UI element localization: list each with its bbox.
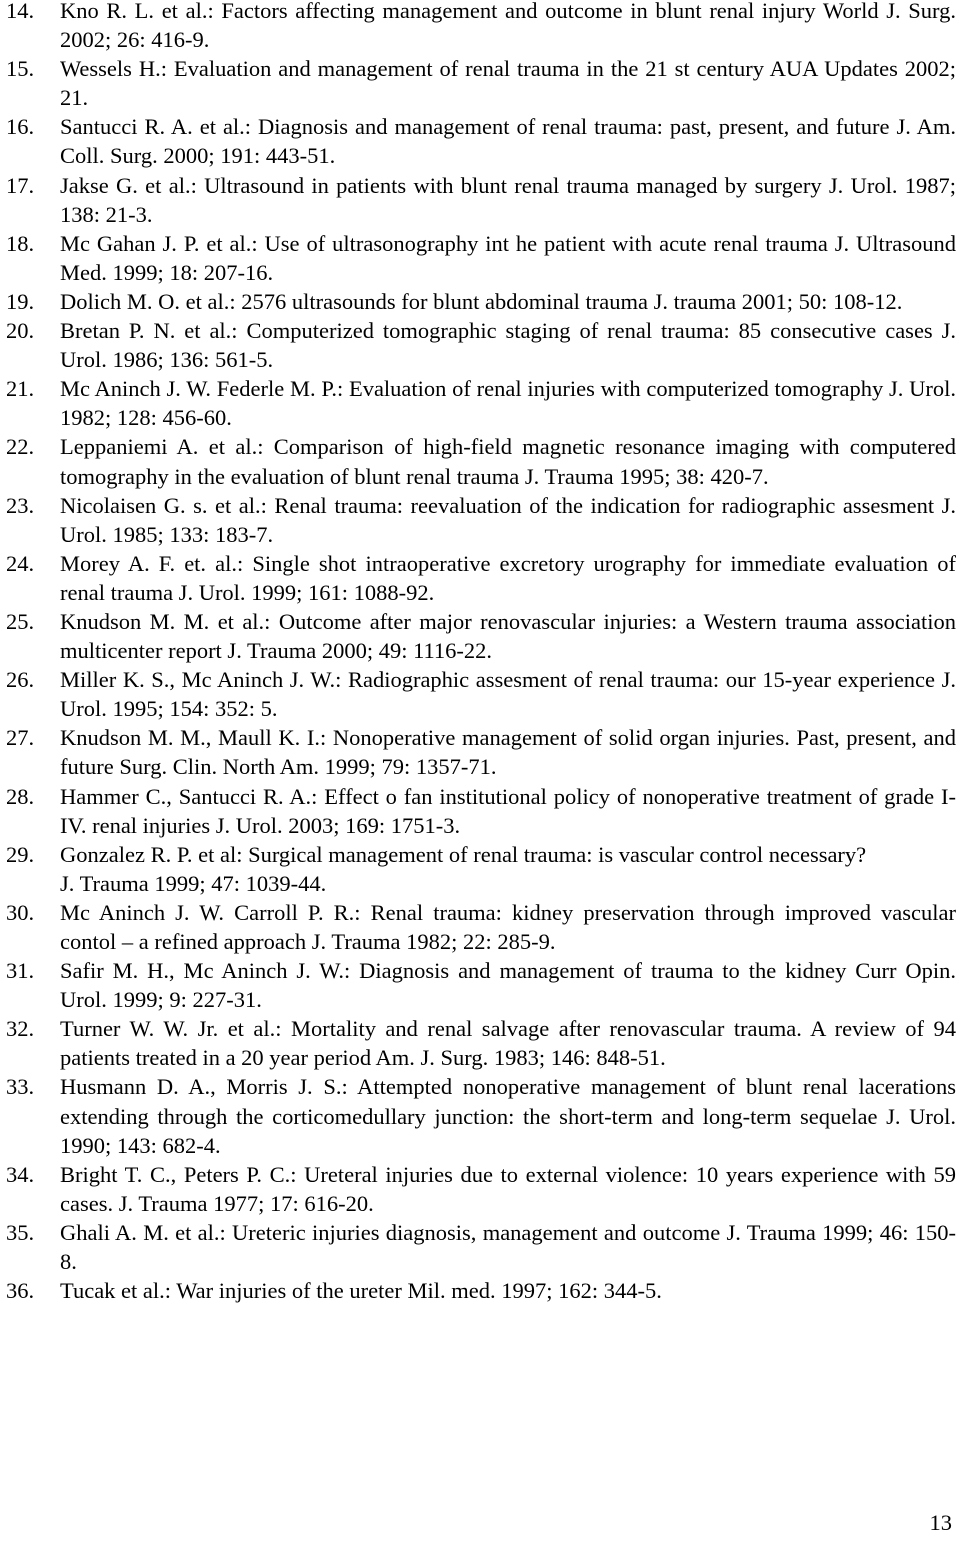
reference-number: 36. [6,1278,35,1304]
reference-line: Bright T. C., Peters P. C.: Ureteral injuries due to external violence: 10 years experience with 59 cases. J. Trauma 1977; 17: 616-20. [60,1161,956,1216]
reference-item [6,549,956,607]
reference-item [6,1014,956,1072]
reference-number: 27. [6,725,35,751]
reference-line: J. Trauma 1999; 47: 1039-44. [60,870,327,896]
reference-item [6,374,956,432]
reference-line: Turner W. W. Jr. et al.: Mortality and renal salvage after renovascular trauma. A review of 94 patients treated in a 20 year period Am. J. Surg. 1983; 146: 848-51. [60,1016,956,1071]
reference-line: Wessels H.: Evaluation and management of renal trauma in the 21 st century AUA Updates 2002; 21. [60,56,956,111]
reference-number: 34. [6,1161,35,1187]
reference-line: Bretan P. N. et al.: Computerized tomographic staging of renal trauma: 85 consecutive cases J. Urol. 1986; 136: 561-5. [60,318,956,373]
reference-item [6,1276,956,1305]
reference-text [60,1276,956,1305]
reference-line: Mc Aninch J. W. Federle M. P.: Evaluation of renal injuries with computerized tomography J. Urol. 1982; 128: 456-60. [60,376,956,431]
reference-item [6,432,956,490]
reference-item [6,316,956,374]
reference-item [6,0,956,54]
reference-text [60,956,956,1014]
reference-item [6,171,956,229]
reference-text [60,1160,956,1218]
reference-line: Knudson M. M., Maull K. I.: Nonoperative management of solid organ injuries. Past, present, and future Surg. Clin. North Am. 1999; 79: 1357-71. [60,725,956,780]
reference-line: Santucci R. A. et al.: Diagnosis and management of renal trauma: past, present, and future J. Am. Coll. Surg. 2000; 191: 443-51. [60,114,956,169]
reference-item [6,1160,956,1218]
reference-number: 23. [6,492,35,518]
reference-text [60,432,956,490]
reference-text [60,374,956,432]
reference-number: 31. [6,958,35,984]
reference-list [6,0,956,1305]
reference-item [6,287,956,316]
reference-text [60,316,956,374]
reference-line: Jakse G. et al.: Ultrasound in patients with blunt renal trauma managed by surgery J. Urol. 1987; 138: 21-3. [60,172,956,227]
reference-item [6,782,956,840]
reference-item [6,1072,956,1159]
reference-text [60,54,956,112]
reference-line: Kno R. L. et al.: Factors affecting management and outcome in blunt renal injury World J. Surg. 2002; 26: 416-9. [60,0,956,53]
reference-item [6,54,956,112]
reference-number: 14. [6,0,35,23]
reference-item [6,840,956,898]
reference-text [60,1072,956,1159]
reference-text [60,840,956,898]
reference-text [60,782,956,840]
reference-text [60,723,956,781]
reference-text [60,1218,956,1276]
reference-item [6,723,956,781]
reference-number: 20. [6,318,35,344]
reference-text [60,607,956,665]
reference-text [60,665,956,723]
reference-number: 18. [6,230,35,256]
reference-line: Safir M. H., Mc Aninch J. W.: Diagnosis and management of trauma to the kidney Curr Opin. Urol. 1999; 9: 227-31. [60,958,956,1013]
reference-line: Mc Aninch J. W. Carroll P. R.: Renal trauma: kidney preservation through improved vascular contol – a refined approach J. Trauma 1982; 22: 285-9. [60,899,956,954]
reference-text [60,549,956,607]
reference-text [60,287,956,316]
reference-item [6,607,956,665]
reference-item [6,112,956,170]
reference-number: 15. [6,56,35,82]
reference-number: 19. [6,288,35,314]
reference-line: Morey A. F. et. al.: Single shot intraoperative excretory urography for immediate evaluation of renal trauma J. Urol. 1999; 161: 1088-92. [60,550,956,605]
reference-line: Miller K. S., Mc Aninch J. W.: Radiographic assesment of renal trauma: our 15-year experience J. Urol. 1995; 154: 352: 5. [60,667,956,722]
reference-number: 26. [6,667,35,693]
reference-text [60,1014,956,1072]
reference-line: Tucak et al.: War injuries of the ureter Mil. med. 1997; 162: 344-5. [60,1278,662,1304]
reference-line: Hammer C., Santucci R. A.: Effect o fan institutional policy of nonoperative treatment of grade I-IV. renal injuries J. Urol. 2003; 169: 1751-3. [60,783,956,838]
reference-number: 17. [6,172,35,198]
reference-number: 25. [6,608,35,634]
reference-number: 29. [6,841,35,867]
reference-number: 33. [6,1074,35,1100]
reference-line: Nicolaisen G. s. et al.: Renal trauma: reevaluation of the indication for radiographic assesment J. Urol. 1985; 133: 183-7. [60,492,956,547]
reference-item [6,1218,956,1276]
reference-line: Leppaniemi A. et al.: Comparison of high-field magnetic resonance imaging with computered tomography in the evaluation of blunt renal trauma J. Trauma 1995; 38: 420-7. [60,434,956,489]
reference-text [60,0,956,54]
reference-line: Dolich M. O. et al.: 2576 ultrasounds for blunt abdominal trauma J. trauma 2001; 50: 108-12. [60,288,903,314]
reference-number: 16. [6,114,35,140]
reference-line: Mc Gahan J. P. et al.: Use of ultrasonography int he patient with acute renal trauma J. Ultrasound Med. 1999; 18: 207-16. [60,230,956,285]
reference-number: 30. [6,899,35,925]
reference-number: 21. [6,376,35,402]
reference-item [6,956,956,1014]
reference-item [6,898,956,956]
reference-text [60,171,956,229]
reference-number: 24. [6,550,35,576]
reference-number: 28. [6,783,35,809]
reference-line: Knudson M. M. et al.: Outcome after major renovascular injuries: a Western trauma association multicenter report J. Trauma 2000; 49: 1116-22. [60,608,956,664]
reference-number: 35. [6,1219,35,1245]
reference-text [60,229,956,287]
reference-text [60,898,956,956]
reference-number: 32. [6,1016,35,1042]
reference-item [6,229,956,287]
page-number: 13 [929,1510,952,1535]
reference-text [60,112,956,170]
reference-number: 22. [6,434,35,460]
reference-item [6,665,956,723]
reference-text [60,491,956,549]
reference-item [6,491,956,549]
reference-line: Husmann D. A., Morris J. S.: Attempted nonoperative management of blunt renal lacerations extending through the corticomedullary junction: the short-term and long-term sequelae J. Urol. 1990; 143: 682-4. [60,1074,956,1158]
reference-line: Gonzalez R. P. et al: Surgical management of renal trauma: is vascular control necessary? [60,841,867,867]
reference-line: Ghali A. M. et al.: Ureteric injuries diagnosis, management and outcome J. Trauma 1999; 46: 150-8. [60,1219,956,1275]
